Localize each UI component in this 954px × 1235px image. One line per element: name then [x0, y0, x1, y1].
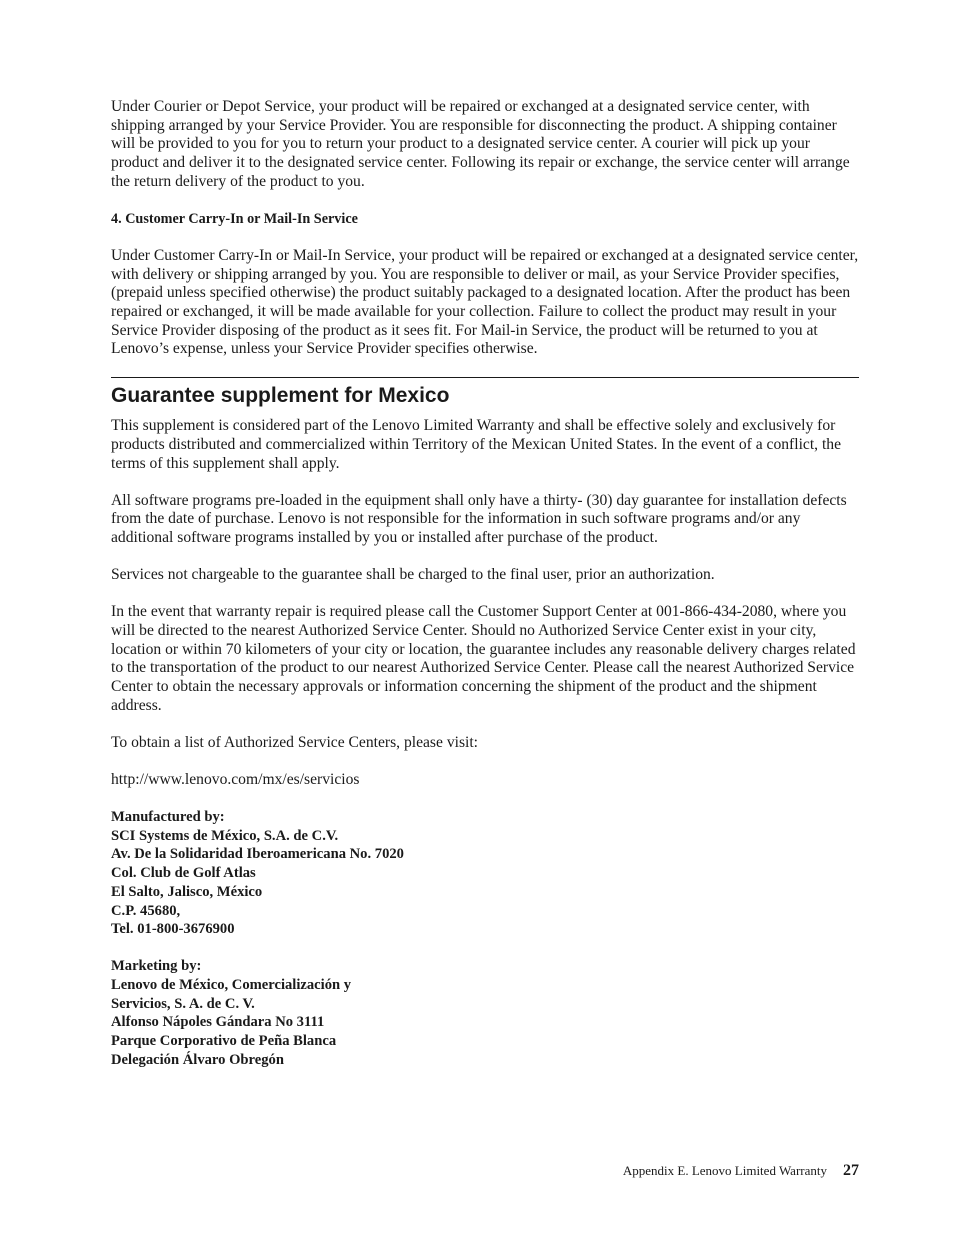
carry-in-heading: 4. Customer Carry-In or Mail-In Service [111, 210, 358, 227]
address-line: C.P. 45680, [111, 902, 181, 919]
service-centers-url[interactable]: http://www.lenovo.com/mx/es/servicios [111, 770, 360, 788]
address-line: Col. Club de Golf Atlas [111, 865, 256, 882]
page-footer [623, 1162, 859, 1180]
warranty-repair-paragraph: In the event that warranty repair is required please call the Customer Support Center at 001-866-434-2080, where you will be directed to the nearest Authorized Service Center. Should no Authorized Service Center exist in your city, location or within 70 kilometers of your city or location, the guarantee includes any reasonable delivery charges related to the transportation of the product to our nearest Authorized Service Center. Please call the nearest Authorized Service Center to obtain the necessary approvals or information concerning the shipment of the product and the shipment address. [111, 603, 856, 714]
address-line: Alfonso Nápoles Gándara No 3111 [111, 1014, 325, 1031]
address-line: SCI Systems de México, S.A. de C.V. [111, 827, 339, 844]
mexico-intro-paragraph: This supplement is considered part of the Lenovo Limited Warranty and shall be effective solely and exclusively for products distributed and commercialized within Territory of the Mexican United States. In the event of a conflict, the terms of this supplement shall apply. [111, 417, 842, 472]
software-guarantee-paragraph: All software programs pre-loaded in the equipment shall only have a thirty- (30) day guarantee for installation defects from the date of purchase. Lenovo is not responsible for the information in such software programs and/or any additional software programs installed by you or installed after purchase of the product. [111, 491, 847, 547]
document-body [111, 98, 859, 1088]
running-title: Appendix E. Lenovo Limited Warranty [622, 1163, 827, 1178]
address-line: Tel. 01-800-3676900 [111, 921, 235, 938]
marketing-address [111, 957, 859, 1069]
mexico-section-title: Guarantee supplement for Mexico [111, 384, 450, 408]
service-centers-paragraph: To obtain a list of Authorized Service Centers, please visit: [111, 733, 479, 751]
manufactured-label: Manufactured by: [111, 809, 225, 826]
address-line: Servicios, S. A. de C. V. [111, 995, 255, 1012]
address-line: Delegación Álvaro Obregón [111, 1051, 284, 1068]
address-line: Lenovo de México, Comercialización y [111, 977, 352, 994]
services-charge-paragraph: Services not chargeable to the guarantee shall be charged to the final user, prior an authorization. [111, 566, 715, 584]
address-line: Parque Corporativo de Peña Blanca [111, 1033, 337, 1050]
address-line: Av. De la Solidaridad Iberoamericana No. 7020 [111, 846, 404, 863]
address-line: El Salto, Jalisco, México [111, 883, 263, 900]
manufacturer-address [111, 808, 859, 939]
carry-in-paragraph: Under Customer Carry-In or Mail-In Service, your product will be repaired or exchanged at a designated service center, with delivery or shipping arranged by you. You are responsible to deliver or mail, as your Service Provider specifies, (prepaid unless specified otherwise) the product suitably packaged to a designated location. After the product has been repaired or exchanged, it will be made available for your collection. Failure to collect the product may result in your Service Provider disposing of the product as it sees fit. For Mail-in Service, the product will be returned to you at Lenovo’s expense, unless your Service Provider specifies otherwise. [111, 246, 859, 358]
page-number: 27 [843, 1162, 859, 1179]
marketing-label: Marketing by: [111, 958, 202, 975]
courier-depot-paragraph: Under Courier or Depot Service, your product will be repaired or exchanged at a designated service center, with shipping arranged by your Service Provider. You are responsible for disconnecting the product. A shipping container will be provided to you for you to return your product to a designated service center. A courier will pick up your product and deliver it to the designated service center. Following its repair or exchange, the service center will arrange the return delivery of the product to you. [111, 98, 850, 190]
section-divider [111, 377, 859, 378]
